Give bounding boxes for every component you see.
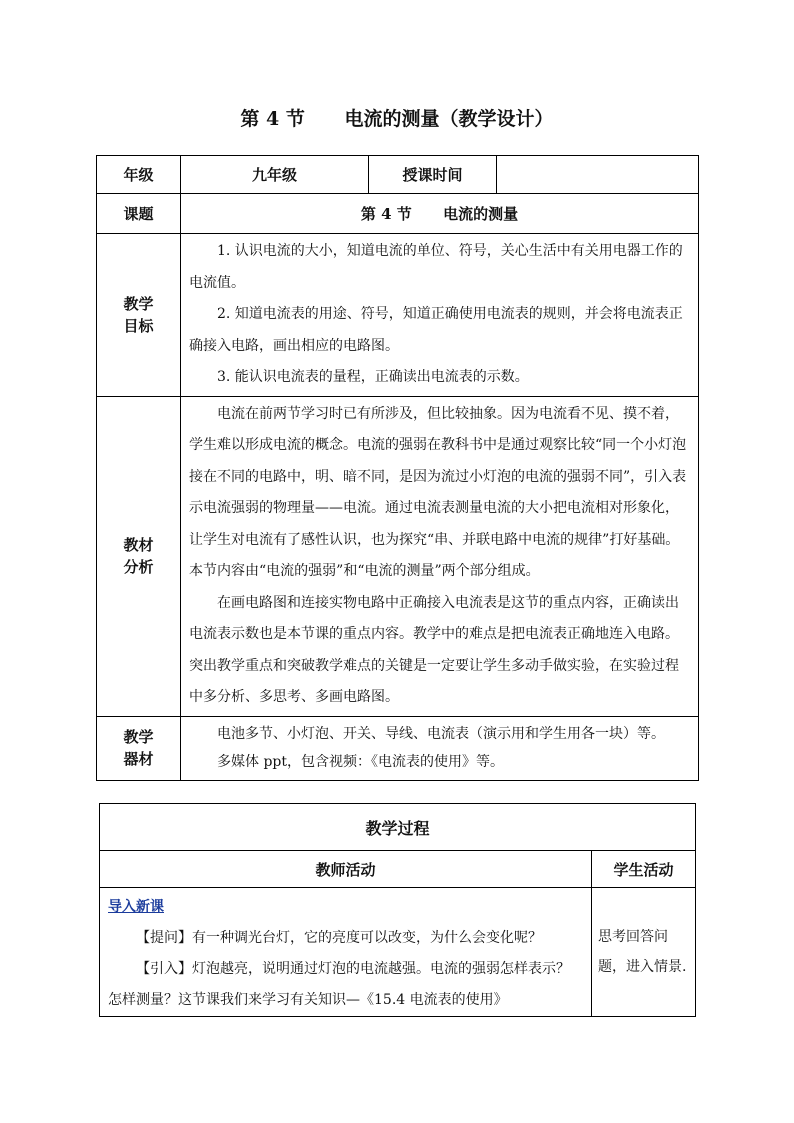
analysis-label <box>97 396 181 716</box>
teacher-activity-header: 教师活动 <box>100 851 592 888</box>
analysis-content <box>181 396 699 716</box>
goal-item: 3. 能认识电流表的量程，正确读出电流表的示数。 <box>217 369 529 385</box>
page-title: 第 4 节 电流的测量（教学设计） <box>240 108 554 130</box>
lesson-info-table <box>96 155 699 781</box>
grade-row <box>97 156 699 194</box>
materials-label <box>97 716 181 780</box>
grade-label: 年级 <box>97 156 181 194</box>
process-title-row <box>100 804 696 851</box>
goal-item: 2. 知道电流表的用途、符号，知道正确使用电流表的规则，并会将电流表正确接入电路，画出相应的电路图。 <box>189 306 683 354</box>
teacher-line: 【引入】灯泡越亮，说明通过灯泡的电流越强。电流的强弱怎样表示？怎样测量？这节课我们来学习有关知识—《15.4 电流表的使用》 <box>108 961 570 1008</box>
process-header-row <box>100 851 696 888</box>
materials-label-text: 教学器材 <box>123 728 154 768</box>
topic-value: 第 4 节 电流的测量 <box>181 194 699 234</box>
goals-label <box>97 234 181 397</box>
teacher-line: 【提问】有一种调光台灯，它的亮度可以改变，为什么会变化呢？ <box>136 930 542 946</box>
student-activity-text: 思考回答问题，进入情景. <box>598 929 687 975</box>
materials-item: 多媒体 ppt，包含视频：《电流表的使用》等。 <box>217 754 504 770</box>
teacher-activity-cell <box>100 888 592 1017</box>
intro-row <box>100 888 696 1017</box>
materials-row <box>97 716 699 780</box>
time-label: 授课时间 <box>369 156 497 194</box>
goals-row <box>97 234 699 397</box>
teaching-process-table <box>99 803 696 1017</box>
analysis-label-text: 教材分析 <box>123 536 154 576</box>
goals-content <box>181 234 699 397</box>
section-title: 导入新课 <box>108 899 164 915</box>
materials-item: 电池多节、小灯泡、开关、导线、电流表（演示用和学生用各一块）等。 <box>217 726 665 742</box>
goals-label-text: 教学目标 <box>123 294 154 335</box>
grade-value: 九年级 <box>181 156 369 194</box>
student-activity-header: 学生活动 <box>592 851 696 888</box>
analysis-row <box>97 396 699 716</box>
time-value <box>497 156 699 194</box>
analysis-paragraph: 电流在前两节学习时已有所涉及，但比较抽象。因为电流看不见、摸不着，学生难以形成电流的概念。电流的强弱在教科书中是通过观察比较“同一个小灯泡接在不同的电路中，明、暗不同，是因为流过小灯泡的电流的强弱不同”，引入表示电流强弱的物理量——电流。通过电流表测量电流的大小把电流相对形象化，让学生对电流有了感性认识，也为探究“串、并联电路中电流的规律”打好基础。本节内容由“电流的强弱”和“电流的测量”两个部分组成。 <box>189 405 687 579</box>
topic-label: 课题 <box>97 194 181 234</box>
materials-content <box>181 716 699 780</box>
process-title: 教学过程 <box>100 804 696 851</box>
analysis-paragraph: 在画电路图和连接实物电路中正确接入电流表是这节的重点内容，正确读出电流表示数也是本节课的重点内容。教学中的难点是把电流表正确地连入电路。突出教学重点和突破教学难点的关键是一定要让学生多动手做实验，在实验过程中多分析、多思考、多画电路图。 <box>189 594 679 705</box>
student-activity-cell <box>592 888 696 1017</box>
topic-row <box>97 194 699 234</box>
goal-item: 1. 认识电流的大小，知道电流的单位、符号，关心生活中有关用电器工作的电流值。 <box>189 243 683 291</box>
